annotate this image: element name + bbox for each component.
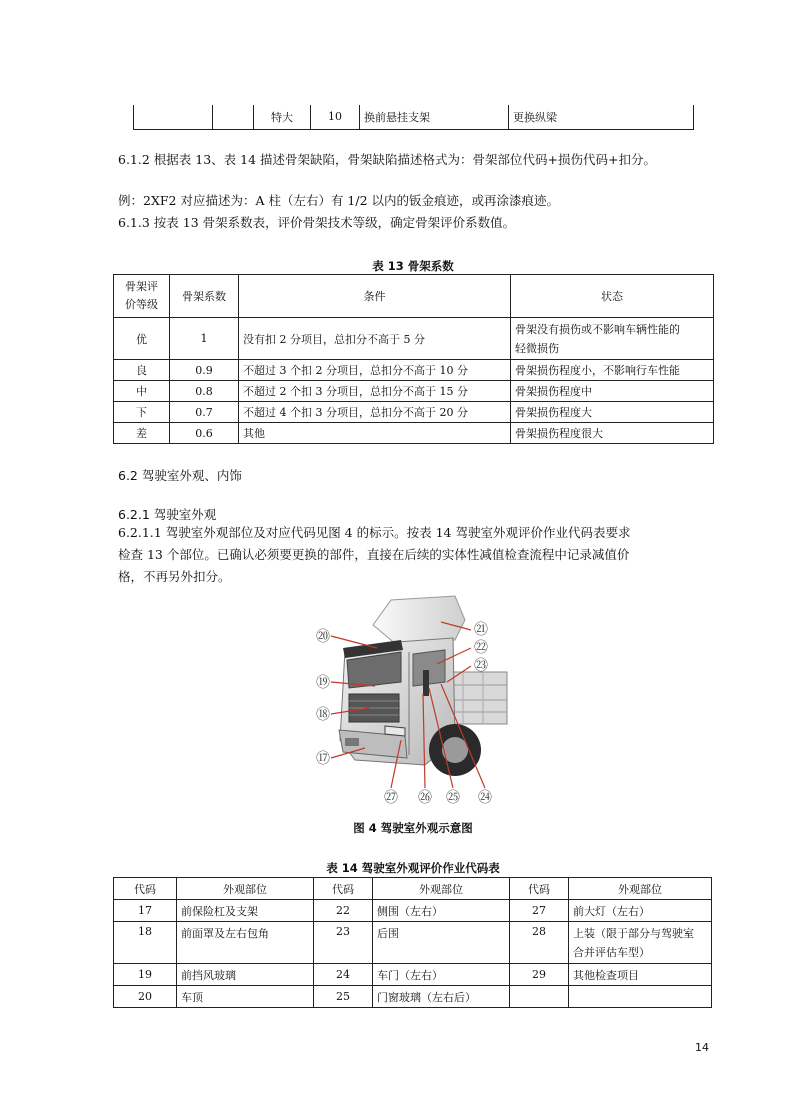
example-text: 例：2XF2 对应描述为：A 柱（左右）有 1/2 以内的钣金痕迹，或再涂漆痕迹。 <box>118 193 560 208</box>
table-cell: 更换纵梁 <box>509 105 694 129</box>
table14-caption: 表 14 驾驶室外观评价作业代码表 <box>326 861 500 875</box>
part-cell: 前大灯（左右） <box>569 900 712 922</box>
coef-cell: 0.8 <box>170 381 239 402</box>
section-6-2-heading: 6.2 驾驶室外观、内饰 <box>118 468 242 483</box>
state-cell: 骨架损伤程度大 <box>511 402 714 423</box>
figure-label: ㉒ <box>474 640 488 656</box>
table-row <box>114 986 712 1008</box>
header-code: 代码 <box>314 878 373 900</box>
table-row <box>114 381 714 402</box>
part-cell: 前挡风玻璃 <box>177 964 314 986</box>
table14 <box>113 877 712 1008</box>
figure-label: ㉔ <box>478 790 492 806</box>
header-part: 外观部位 <box>569 878 712 900</box>
table13-caption: 表 13 骨架系数 <box>372 259 454 273</box>
code-cell: 25 <box>314 986 373 1008</box>
table-header-row <box>114 275 714 318</box>
code-cell: 20 <box>114 986 177 1008</box>
figure-label: ⑳ <box>316 629 330 645</box>
part-cell <box>569 986 712 1008</box>
state-line1: 骨架没有损伤或不影响车辆性能的 <box>515 322 680 336</box>
cond-cell: 不超过 2 个扣 3 分项目，总扣分不高于 15 分 <box>239 381 511 402</box>
state-line2: 轻微损伤 <box>515 341 559 355</box>
figure-label: ⑱ <box>316 707 330 723</box>
table-row <box>114 964 712 986</box>
cond-cell: 其他 <box>239 423 511 444</box>
table-row <box>114 922 712 964</box>
figure4-caption: 图 4 驾驶室外观示意图 <box>353 821 473 835</box>
figure-label: ㉕ <box>446 790 460 806</box>
figure-label: ㉑ <box>474 622 488 638</box>
part-cell: 车门（左右） <box>373 964 510 986</box>
section-6-1-2: 6.1.2 根据表 13、表 14 描述骨架缺陷，骨架缺陷描述格式为：骨架部位代码+损伤代码+扣分。 <box>118 152 656 167</box>
header-code: 代码 <box>510 878 569 900</box>
code-cell <box>510 986 569 1008</box>
part-line1: 上装（限于部分与驾驶室 <box>573 926 694 940</box>
part-cell: 车顶 <box>177 986 314 1008</box>
grade-cell: 下 <box>114 402 170 423</box>
coef-cell: 0.7 <box>170 402 239 423</box>
figure-label: ㉖ <box>418 790 432 806</box>
coef-cell: 1 <box>170 318 239 360</box>
table-cell: 10 <box>311 105 360 129</box>
grade-cell: 差 <box>114 423 170 444</box>
cab-exterior-figure <box>305 590 510 810</box>
code-cell: 27 <box>510 900 569 922</box>
top-table <box>133 105 694 130</box>
para-6-2-1-1-line2: 检查 13 个部位。已确认必须要更换的部件，直接在后续的实体性减值检查流程中记录减值价 <box>118 547 630 562</box>
code-cell: 19 <box>114 964 177 986</box>
table-row <box>114 318 714 360</box>
state-cell <box>511 318 714 360</box>
cond-cell: 不超过 3 个扣 2 分项目，总扣分不高于 10 分 <box>239 360 511 381</box>
part-line2: 合并评估车型） <box>573 945 650 959</box>
header-grade <box>114 275 170 318</box>
header-grade-line2: 价等级 <box>125 298 158 311</box>
coef-cell: 0.6 <box>170 423 239 444</box>
table-row <box>134 105 694 129</box>
code-cell: 23 <box>314 922 373 964</box>
header-cond: 条件 <box>239 275 511 318</box>
figure-label: ㉓ <box>474 658 488 674</box>
table-row <box>114 402 714 423</box>
code-cell: 28 <box>510 922 569 964</box>
header-part: 外观部位 <box>177 878 314 900</box>
figure-label: ㉗ <box>384 790 398 806</box>
grade-cell: 中 <box>114 381 170 402</box>
code-cell: 17 <box>114 900 177 922</box>
code-cell: 24 <box>314 964 373 986</box>
cond-cell: 不超过 4 个扣 3 分项目，总扣分不高于 20 分 <box>239 402 511 423</box>
table-row <box>114 360 714 381</box>
header-state: 状态 <box>511 275 714 318</box>
table-row <box>114 423 714 444</box>
table-cell <box>213 105 254 129</box>
part-cell: 后围 <box>373 922 510 964</box>
coef-cell: 0.9 <box>170 360 239 381</box>
figure-label: ⑰ <box>316 751 330 767</box>
part-cell: 门窗玻璃（左右后） <box>373 986 510 1008</box>
page-number: 14 <box>695 1041 709 1054</box>
table-cell <box>134 105 213 129</box>
code-cell: 29 <box>510 964 569 986</box>
grade-cell: 良 <box>114 360 170 381</box>
grade-cell: 优 <box>114 318 170 360</box>
para-6-2-1-1-line3: 格，不再另外扣分。 <box>118 569 231 584</box>
code-cell: 18 <box>114 922 177 964</box>
headlight <box>385 726 405 736</box>
section-6-1-3: 6.1.3 按表 13 骨架系数表，评价骨架技术等级，确定骨架评价系数值。 <box>118 215 516 230</box>
part-cell: 前面罩及左右包角 <box>177 922 314 964</box>
state-cell: 骨架损伤程度小，不影响行车性能 <box>511 360 714 381</box>
part-cell <box>569 922 712 964</box>
code-cell: 22 <box>314 900 373 922</box>
section-6-2-1-heading: 6.2.1 驾驶室外观 <box>118 507 217 522</box>
state-cell: 骨架损伤程度中 <box>511 381 714 402</box>
header-code: 代码 <box>114 878 177 900</box>
part-cell: 前保险杠及支架 <box>177 900 314 922</box>
part-cell: 侧围（左右） <box>373 900 510 922</box>
cond-cell: 没有扣 2 分项目，总扣分不高于 5 分 <box>239 318 511 360</box>
para-6-2-1-1-line1: 6.2.1.1 驾驶室外观部位及对应代码见图 4 的标示。按表 14 驾驶室外观评价作业代码表要求 <box>118 525 631 540</box>
table13 <box>113 274 714 444</box>
part-cell: 其他检查项目 <box>569 964 712 986</box>
table-header-row <box>114 878 712 900</box>
header-part: 外观部位 <box>373 878 510 900</box>
table-cell: 换前悬挂支架 <box>360 105 509 129</box>
table-row <box>114 900 712 922</box>
table-cell: 特大 <box>254 105 311 129</box>
header-grade-line1: 骨架评 <box>125 280 158 293</box>
state-cell: 骨架损伤程度很大 <box>511 423 714 444</box>
figure-label: ⑲ <box>316 675 330 691</box>
header-coef: 骨架系数 <box>170 275 239 318</box>
